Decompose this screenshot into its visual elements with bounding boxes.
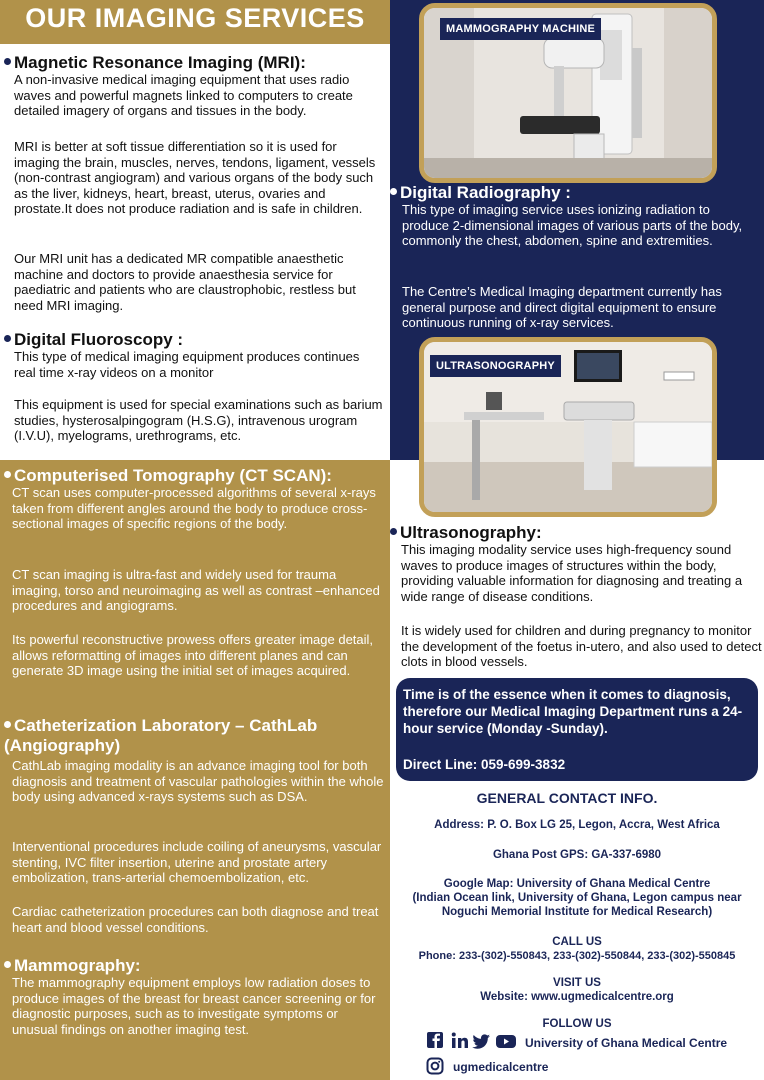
mammography-paragraph-1: The mammography equipment employs low radiation doses to produce images of the breast for breast cancer screening or for diagnostic purposes, such as to investigate symptoms or unusual findings on another imaging test. bbox=[12, 975, 376, 1037]
service-hours-text: Time is of the essence when it comes to diagnosis, therefore our Medical Imaging Department runs a 24- hour service (Monday -Sunday). bbox=[403, 687, 743, 736]
radiography-paragraph-2: The Centre’s Medical Imaging department currently has general purpose and direct digital equipment to ensure continuous running of x-ray services. bbox=[402, 284, 722, 331]
facebook-icon[interactable] bbox=[427, 1032, 443, 1048]
social-icons-row bbox=[426, 1031, 520, 1051]
contact-address: Address: P. O. Box LG 25, Legon, Accra, West Africa bbox=[434, 819, 720, 831]
mri-paragraph-1: A non-invasive medical imaging equipment that uses radio waves and powerful magnets linked to computers to create detailed imagery of organs and tissues in the body. bbox=[14, 72, 353, 119]
fluoroscopy-paragraph-1: This type of medical imaging equipment produces continues real time x-ray videos on a monitor bbox=[14, 349, 360, 380]
contact-map-line-2: (Indian Ocean link, University of Ghana, Legon campus near bbox=[412, 892, 742, 904]
page-title: OUR IMAGING SERVICES bbox=[25, 3, 365, 33]
bullet-icon bbox=[390, 528, 397, 535]
contact-phone[interactable]: Phone: 233-(302)-550843, 233-(302)-550844, 233-(302)-550845 bbox=[418, 950, 736, 962]
bullet-icon bbox=[4, 335, 11, 342]
linkedin-icon[interactable] bbox=[452, 1033, 468, 1049]
instagram-icon[interactable] bbox=[426, 1057, 444, 1075]
cathlab-heading-text: Catheterization Laboratory – CathLab (Angiography) bbox=[4, 716, 318, 755]
fluoroscopy-heading-text: Digital Fluoroscopy : bbox=[14, 330, 184, 349]
radiography-heading bbox=[390, 183, 762, 203]
cathlab-paragraph-3: Cardiac catheterization procedures can both diagnose and treat heart and blood vessel conditions. bbox=[12, 904, 379, 935]
bullet-icon bbox=[4, 471, 11, 478]
instagram-handle[interactable]: ugmedicalcentre bbox=[453, 1060, 549, 1074]
call-us-heading: CALL US bbox=[552, 936, 602, 948]
cathlab-paragraph-2: Interventional procedures include coiling of aneurysms, vascular stenting, IVC filter insertion, uterine and prostate artery embolization, trans-arterial chemoembolization, etc. bbox=[12, 839, 382, 886]
ct-paragraph-1: CT scan uses computer-processed algorithms of several x-rays taken from different angles around the body to produce cross-sectional images of specific regions of the body. bbox=[12, 485, 376, 532]
bullet-icon bbox=[4, 961, 11, 968]
follow-us-heading: FOLLOW US bbox=[542, 1018, 612, 1030]
contact-map-line-1: Google Map: University of Ghana Medical Centre bbox=[443, 878, 711, 890]
mammography-photo-label: MAMMOGRAPHY MACHINE bbox=[440, 18, 601, 40]
mri-paragraph-3: Our MRI unit has a dedicated MR compatible anaesthetic machine and doctors to provide anaesthesia service for paediatric and patients who are claustrophobic, restless but need MRI imaging. bbox=[14, 251, 356, 313]
fluoroscopy-paragraph-2: This equipment is used for special examinations such as barium studies, hysterosalpingogram (H.S.G), intravenous urogram (I.V.U), myelograms, urethrograms, etc. bbox=[14, 397, 383, 444]
mammography-photo bbox=[419, 3, 717, 183]
mammography-heading bbox=[4, 956, 388, 976]
youtube-icon[interactable] bbox=[496, 1035, 516, 1048]
mri-heading-text: Magnetic Resonance Imaging (MRI): bbox=[14, 53, 306, 72]
ct-heading bbox=[4, 466, 388, 486]
ct-heading-text: Computerised Tomography (CT SCAN): bbox=[14, 466, 332, 485]
fluoroscopy-heading bbox=[4, 330, 388, 350]
mri-heading bbox=[4, 53, 388, 73]
twitter-icon[interactable] bbox=[472, 1034, 490, 1048]
ultrasonography-photo-label: ULTRASONOGRAPHY bbox=[430, 355, 561, 377]
contact-map-line-3: Noguchi Memorial Institute for Medical Research) bbox=[441, 906, 713, 918]
contact-heading: GENERAL CONTACT INFO. bbox=[476, 790, 658, 806]
bullet-icon bbox=[390, 188, 397, 195]
mri-paragraph-2: MRI is better at soft tissue differentiation so it is used for imaging the brain, muscles, nerves, tendons, ligament, vessels (non-contrast angiogram) and various organs of the body such as the liver, kidneys, heart, breast, uterus, ovaries and prostate.It does not produce radiation and is safe in children. bbox=[14, 139, 376, 217]
ultrasonography-paragraph-1: This imaging modality service uses high-frequency sound waves to produce images of structures within the body, providing valuable information for diagnosing and treating a wide range of disease conditions. bbox=[401, 542, 743, 604]
contact-website[interactable]: Website: www.ugmedicalcentre.org bbox=[480, 991, 674, 1003]
radiography-heading-text: Digital Radiography : bbox=[400, 183, 571, 202]
ultrasonography-photo bbox=[419, 337, 717, 517]
ct-paragraph-3: Its powerful reconstructive prowess offers greater image detail, allows reformatting of images into different planes and can generate 3D image using the initial set of images acquired. bbox=[12, 632, 374, 679]
ultrasonography-heading bbox=[390, 523, 762, 543]
cathlab-heading bbox=[4, 716, 388, 756]
visit-us-heading: VISIT US bbox=[553, 977, 601, 989]
social-account-name[interactable]: University of Ghana Medical Centre bbox=[525, 1036, 728, 1050]
bullet-icon bbox=[4, 58, 11, 65]
cathlab-paragraph-1: CathLab imaging modality is an advance imaging tool for both diagnosis and treatment of vascular pathologies within the whole body using advanced x-rays systems such as DSA. bbox=[12, 758, 384, 805]
contact-gps: Ghana Post GPS: GA-337-6980 bbox=[492, 849, 662, 861]
mammography-heading-text: Mammography: bbox=[14, 956, 141, 975]
ct-paragraph-2: CT scan imaging is ultra-fast and widely used for trauma imaging, torso and neuroimaging as well as contrast –enhanced procedures and angiograms. bbox=[12, 567, 380, 614]
radiography-paragraph-1: This type of imaging service uses ionizing radiation to produce 2-dimensional images of various parts of the body, commonly the chest, abdomen, spine and extremities. bbox=[402, 202, 743, 249]
direct-line: Direct Line: 059-699-3832 bbox=[403, 757, 566, 772]
ultrasonography-paragraph-2: It is widely used for children and during pregnancy to monitor the development of the foetus in-utero, and also used to detect clots in blood vessels. bbox=[401, 623, 762, 670]
bullet-icon bbox=[4, 721, 11, 728]
ultrasonography-heading-text: Ultrasonography: bbox=[400, 523, 542, 542]
